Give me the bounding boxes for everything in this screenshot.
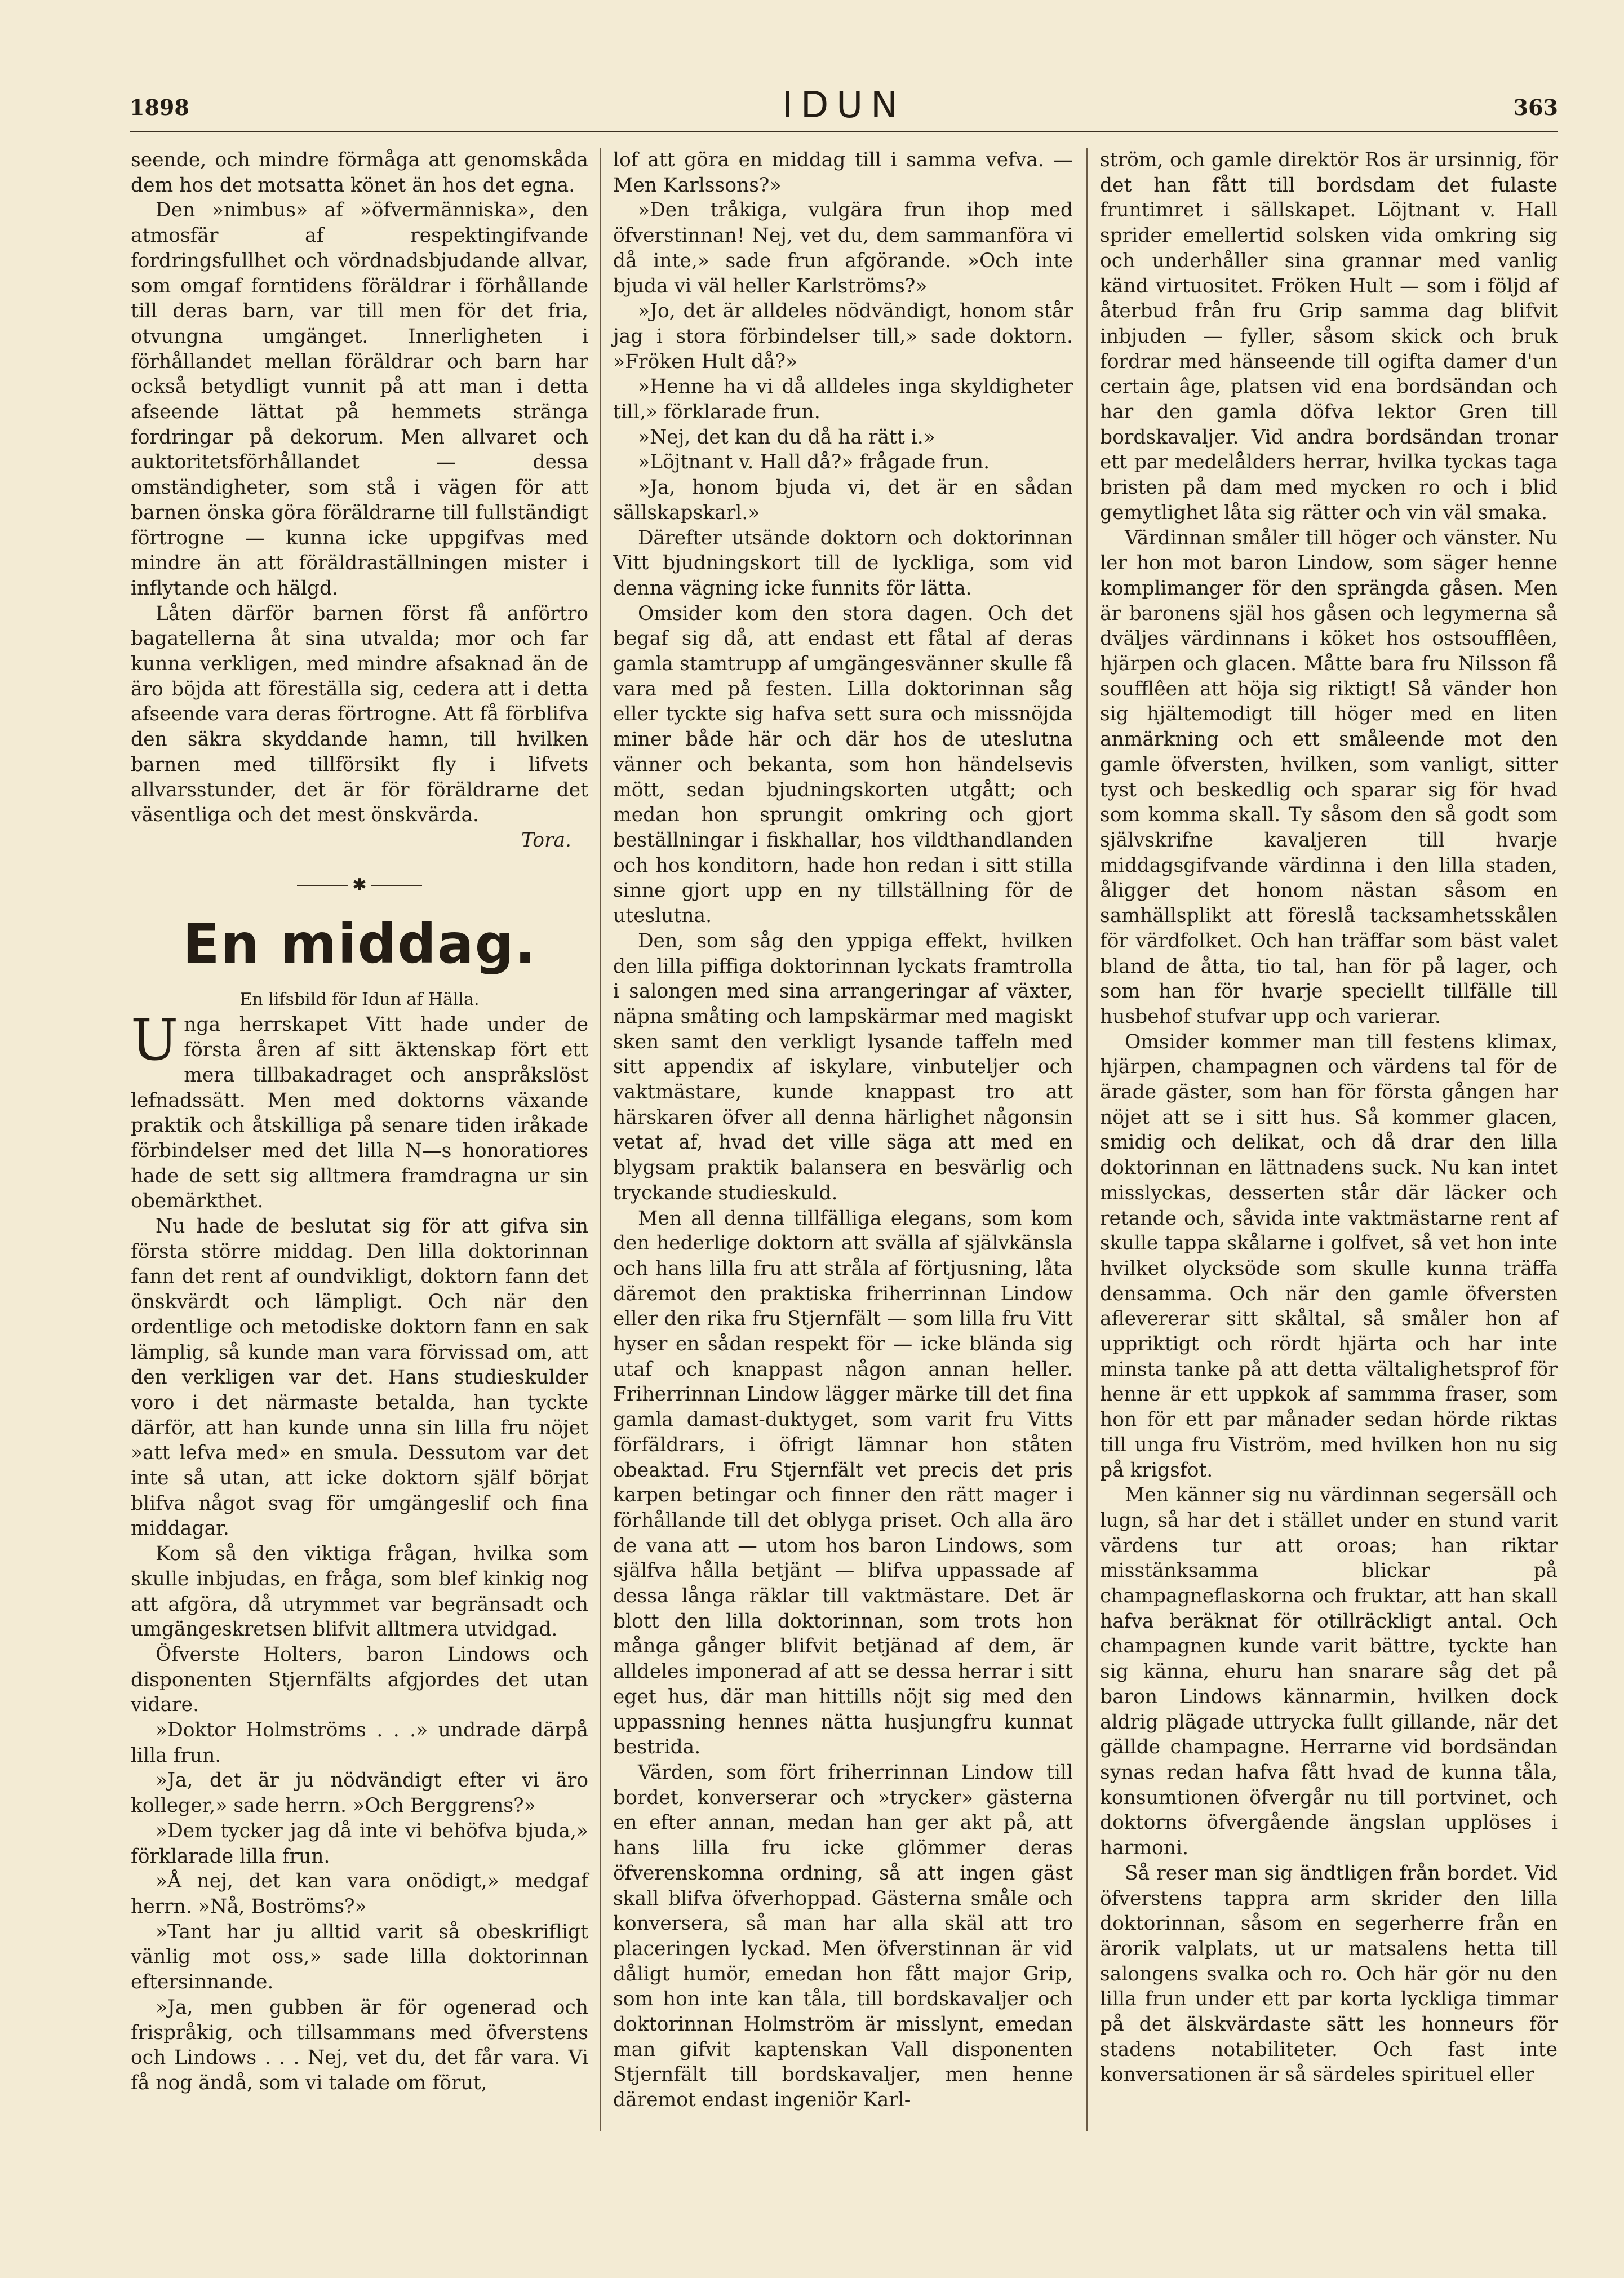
- paragraph: »Jo, det är alldeles nödvändigt, honom står jag i stora förbindelser till,» sade doktorn. »Fröken Hult då?»: [613, 300, 1073, 373]
- asterisk-ornament-icon: ✱: [352, 875, 367, 895]
- column-divider-1: [600, 148, 601, 2131]
- paragraph: Låten därför barnen först få anförtro bagatellerna åt sina utvalda; mor och far kunna verkligen, med mindre afsaknad än de äro böjda att föreställa sig, cedera att i detta afseende vara deras förtrogne. Att få förblifva den säkra skyddande hamn, till hvilken barnen med tillförsikt fly i lifvets allvarsstunder, det är för föräldrarne det väsentliga och det mest önskvärda.: [131, 602, 588, 827]
- paragraph: Värdinnan småler till höger och vänster. Nu ler hon mot baron Lindow, som säger henne komplimanger för den sprängda gåsen. Men är baronens själ hos gåsen och legymerna så dväljes värdinnans i köket hos ostsoufflêen, hjärpen och glacen. Måtte bara fru Nilsson få soufflêen att höja sig riktigt! Så vänder hon sig hjältemodigt till höger med en liten anmärkning och ett småleende mot den gamle öfversten, hvilken, som vanligt, sitter tyst och beskedlig och sparar sig för hvad som komma skall. Ty såsom den så godt som självskrifne kavaljeren till hvarje middagsgifvande värdinna i den lilla staden, åligger det honom nästan såsom en samhällsplikt att föreslå tacksamhetsskålen för värdfolket. Och han träffar som bäst valet bland de åtta, tio tal, han för på lager, och som han för hvarje speciellt tillfälle till husbehof stufvar upp och varierar.: [1100, 526, 1558, 1028]
- paragraph: »Ja, honom bjuda vi, det är en sådan sällskapskarl.»: [613, 476, 1073, 524]
- drop-cap: U: [131, 1007, 179, 1074]
- paragraph: Därefter utsände doktorn och doktorinnan Vitt bjudningskort till de lyckliga, som vid denna vägning icke funnits för lätta.: [613, 526, 1073, 600]
- paragraph: »Henne ha vi då alldeles inga skyldigheter till,» förklarade frun.: [613, 375, 1073, 424]
- paragraph: Omsider kom den stora dagen. Och det begaf sig då, att endast ett fåtal af deras gamla stamtrupp af umgängesvänner skulle få vara med på festen. Lilla doktorinnan såg eller tyckte sig hafva sett sura och missnöjda miner både här och där hos de uteslutna vänner och bekanta, som hon händelsevis mött, sedan bjudningskorten utgått; och medan hon sprungit omkring och gjort beställningar i fiskhallar, hos vildthandlanden och hos konditorn, hade hon redan i sitt stilla sinne gjort upp en ny tillställning för de uteslutna.: [613, 602, 1073, 928]
- column-2: [613, 148, 1073, 2113]
- header-year: 1898: [130, 95, 189, 120]
- page-header: [130, 85, 1558, 130]
- paragraph: Omsider kommer man till festens klimax, hjärpen, champagnen och värdens tal för de ärade gäster, som han för första gången har nöjet att se i sitt hus. Så kommer glacen, smidig och delikat, och då drar den lilla doktorinnan en lättnadens suck. Nu kan intet misslyckas, desserten står där läcker och retande och, såvida inte vaktmästarne rent af skulle tappa skålarne i golfvet, så vet hon inte hvilket olycksöde som skulle kunna träffa densamma. Och när den gamle öfversten aflevererar sitt skåltal, så småler hon af uppriktigt och rördt hjärta och har inte minsta tanke på att detta vältalighetsprof för henne är ett uppkok af sammma fraser, som hon för ett par månader sedan hörde riktas till unga fru Viström, med hvilken hon nu sig på krigsfot.: [1100, 1030, 1558, 1482]
- paragraph: »Ja, men gubben är för ogenerad och frispråkig, och tillsammans med öfverstens och Lindows . . . Nej, vet du, det får vara. Vi få nog ändå, som vi talade om förut,: [131, 1996, 588, 2094]
- paragraph: »Ja, det är ju nödvändigt efter vi äro kolleger,» sade herrn. »Och Berggrens?»: [131, 1769, 588, 1818]
- paragraph: Kom så den viktiga frågan, hvilka som skulle inbjudas, en fråga, som blef kinkig nog att afgöra, då utrymmet var begränsadt och umgängeskretsen blifvit alltmera utvidgad.: [131, 1543, 588, 1641]
- paragraph: Den, som såg den yppiga effekt, hvilken den lilla piffiga doktorinnan lyckats framtrolla i salongen med sina arrangeringar af växter, näpna småting och lampskärmar med magiskt sken samt den verkligt lysande taffeln med sitt appendix af iskylare, vinbuteljer och vaktmästare, kunde knappast tro att härskaren öfver all denna härlighet någonsin vetat af, hvad det ville säga att med en blygsam praktik balansera en besvärlig och tryckande studieskuld.: [613, 929, 1073, 1204]
- paragraph: Men känner sig nu värdinnan segersäll och lugn, så har det i stället under en stund varit värdens tur att oroas; han riktar misstänksamma blickar på champagneflaskorna och fruktar, att han skall hafva beräknat för otillräckligt antal. Och champagnen kunde varit bättre, tyckte han sig känna, ehuru han snarare såg det på baron Lindows kännarmin, hvilken dock aldrig plägade uttrycka fullt gillande, när det gällde champagne. Herrarne vid bordsändan synas redan hafva fått hvad de kunna tåla, konsumtionen öfvergår nu till portvinet, och doktorns öfvergående ängslan upplöses i harmoni.: [1100, 1484, 1558, 1860]
- paragraph: »Dem tycker jag då inte vi behöfva bjuda,» förklarade lilla frun.: [131, 1819, 588, 1868]
- column-divider-2: [1086, 148, 1088, 2131]
- paragraph: »Nej, det kan du då ha rätt i.»: [638, 426, 935, 449]
- header-rule: [130, 131, 1558, 132]
- paragraph: ström, och gamle direktör Ros är ursinnig, för det han fått till bordsdam det fulaste fruntimret i sällskapet. Löjtnant v. Hall sprider emellertid solsken vida omkring sig och underhåller sina grannar med vanlig känd virtuositet. Fröken Hult — som i följd af återbud från fru Grip samma dag blifvit inbjuden — fyller, såsom skick och bruk fordrar med hänseende till ogifta damer d'un certain âge, platsen vid ena bordsändan och har den gamla döfva lektor Gren till bordskavaljer. Vid andra bordsändan tronar ett par medelålders herrar, hvilka tyckas taga bristen på dam med mycken ro och i blid gemytlighet låta sig rätter och vin väl smaka.: [1100, 149, 1558, 524]
- paragraph: »Löjtnant v. Hall då?» frågade frun.: [638, 451, 990, 474]
- paragraph: lof att göra en middag till i samma vefva. — Men Karlssons?»: [613, 149, 1073, 197]
- paragraph: Öfverste Holters, baron Lindows och disponenten Stjernfälts afgjordes det utan vidare.: [131, 1643, 588, 1717]
- column-3: [1100, 148, 1558, 2088]
- page-number: 363: [1513, 95, 1558, 120]
- paragraph: »Doktor Holmströms . . .» undrade därpå lilla frun.: [131, 1719, 588, 1767]
- author-signature: Tora.: [521, 828, 571, 852]
- paragraph: Värden, som fört friherrinnan Lindow till bordet, konverserar och »trycker» gästerna en efter annan, medan han ger akt på, att hans lilla fru icke glömmer deras öfverenskomna ordning, så att ingen gäst skall blifva öfverhoppad. Gästerna småle och konversera, så man har alla skäl att tro placeringen lyckad. Men öfverstinnan är vid dåligt humör, emedan hon fått major Grip, som hon inte kan tåla, till bordskavaljer och doktorinnan Holmström är misslynt, emedan man gifvit kaptenskan Vall disponenten Stjernfält till bordskavaljer, men henne däremot endast ingeniör Karl-: [613, 1761, 1073, 2112]
- article-title: En middag.: [183, 912, 536, 976]
- paragraph: Nu hade de beslutat sig för att gifva sin första större middag. Den lilla doktorinnan fann det rent af oundvikligt, doktorn fann det önskvärdt och lämpligt. Och när den ordentlige och metodiske doktorn fann en sak lämplig, så kunde man vara förvissad om, att den verkligen var det. Hans studieskulder voro i det närmaste betalda, han tyckte därför, att han kunde unna sin lilla fru nöjet »att lefva med» en smula. Dessutom var det inte så utan, att icke doktorn själf börjat blifva något svag för umgängeslif och fina middagar.: [131, 1215, 588, 1540]
- column-1: [131, 148, 588, 2096]
- paragraph: Unga herrskapet Vitt hade under de första åren af sitt äktenskap fört ett mera tillbakadraget och anspråkslöst lefnadssätt. Men med doktorns växande praktik och åtskilliga på senare tiden iråkade förbindelser med det lilla N—s honoratiores hade de sett sig alltmera framdragna ur sin obemärkthet.: [131, 1007, 588, 1213]
- paragraph: seende, och mindre förmåga att genomskåda dem hos det motsatta könet än hos det egna.: [131, 149, 588, 197]
- paragraph: »Tant har ju alltid varit så obeskrifligt vänlig mot oss,» sade lilla doktorinnan eftersinnande.: [131, 1920, 588, 1994]
- paragraph: Den »nimbus» af »öfvermänniska», den atmosfär af respektingifvande fordringsfullhet och vördnadsbjudande allvar, som omgaf forntidens föräldrar i förhållande till deras barn, var till men för det fria, otvungna umgänget. Innerligheten i förhållandet mellan föräldrar och barn har också betydligt vunnit på att man i detta afseende lättat på hemmets stränga fordringar på dekorum. Men allvaret och auktoritetsförhållandet — dessa omständigheter, som stå i vägen för att barnen önska göra föräldrarne till fullständigt förtrogne — kunna icke uppgifvas med mindre än att föräldraställningen mister i inflytande och hälgd.: [131, 199, 588, 600]
- paragraph: Så reser man sig ändtligen från bordet. Vid öfverstens tappra arm skrider den lilla doktorinnan, såsom en segerherre från en ärorik valplats, ut ur matsalens hetta till salongens svalka och ro. Och här gör nu den lilla frun under ett par korta lyckliga timmar på det älskvärdaste sätt les honneurs för stadens notabiliteter. Och fast inte konversationen är så särdeles spirituel eller: [1100, 1862, 1558, 2086]
- masthead-title: IDUN: [782, 85, 906, 126]
- section-separator: [131, 872, 588, 895]
- paragraph: Men all denna tillfälliga elegans, som kom den hederlige doktorn att svälla af självkänsla och hans lilla fru att stråla af förtjusning, låta däremot den praktiska friherrinnan Lindow eller den rika fru Stjernfält — som lilla fru Vitt hyser en sådan respekt för — icke blända sig utaf och knappast någon annan heller. Friherrinnan Lindow lägger märke till det fina gamla damast-duktyget, som varit fru Vitts förfäldrars, i öfrigt lämnar hon ståten obeaktad. Fru Stjernfält vet precis det pris karpen betingar och finner den rätt mager i förhållande till det oblyga priset. Och alla äro de vana att — utom hos baron Lindows, som själfva hålla betjänt — blifva uppassade af dessa långa räklar till vaktmästare. Det är blott den lilla doktorinnan, som trots hon många gånger blifvit betjänad af dem, är alldeles imponerad af att se dessa herrar i sitt eget hus, där man hittills nöjt sig med den uppassning hennes nätta husjungfru kunnat bestrida.: [613, 1207, 1073, 1759]
- paragraph: »Å nej, det kan vara onödigt,» medgaf herrn. »Nå, Boströms?»: [131, 1870, 588, 1918]
- article-subtitle: En lifsbild för Idun af Hälla.: [239, 989, 480, 1009]
- paragraph: »Den tråkiga, vulgära frun ihop med öfverstinnan! Nej, vet du, dem sammanföra vi då inte,» sade frun afgörande. »Och inte bjuda vi väl heller Karlströms?»: [613, 199, 1073, 298]
